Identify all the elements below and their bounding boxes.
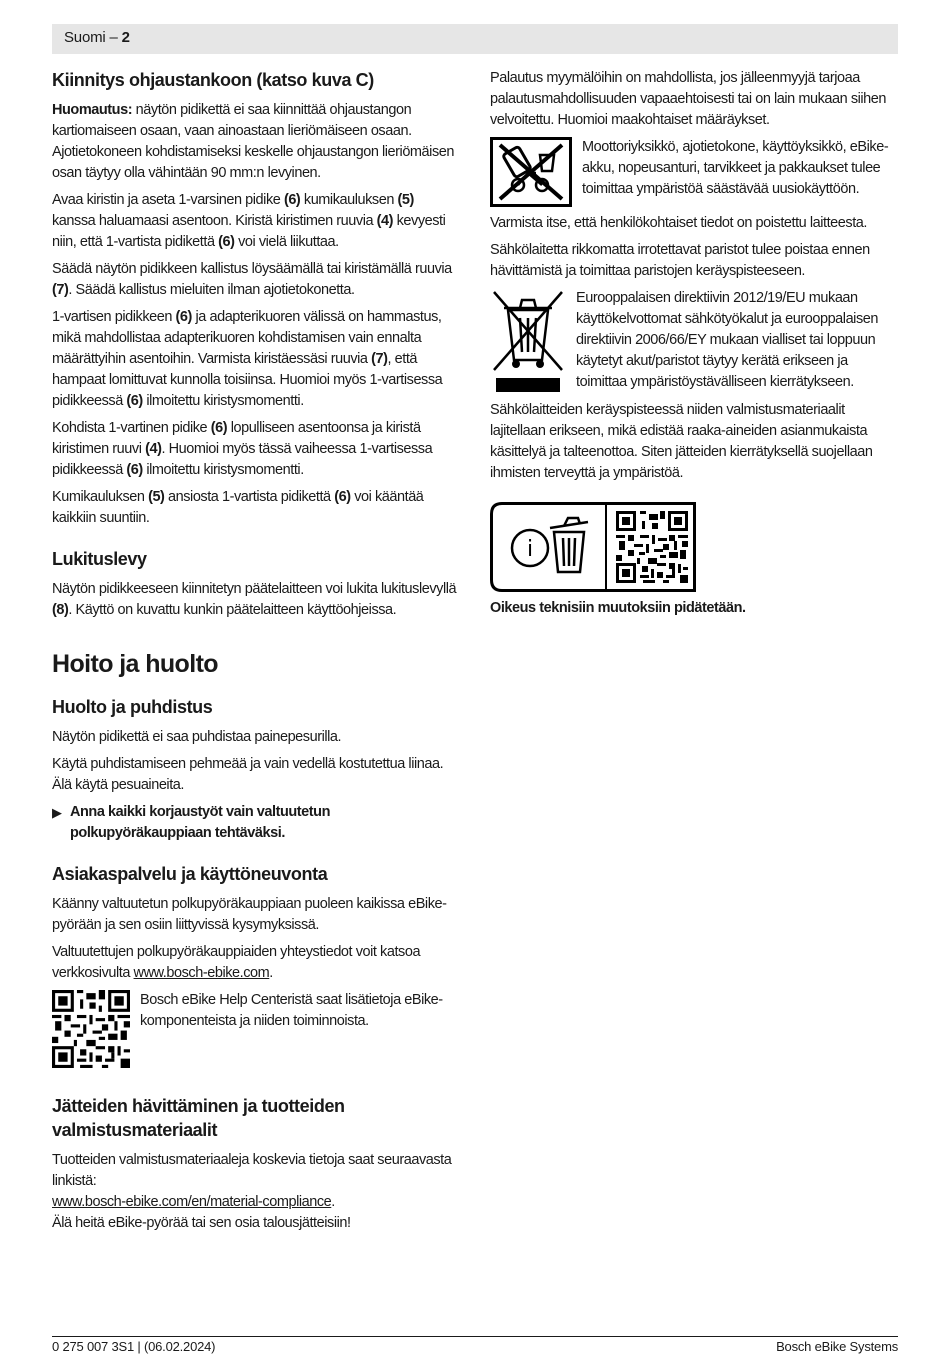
ref-number: (4) bbox=[145, 441, 162, 457]
no-household-waste-icon bbox=[490, 137, 572, 207]
material-compliance-link[interactable]: www.bosch-ebike.com/en/material-compliance bbox=[52, 1194, 332, 1210]
text: ja adapterikuoren välissä on hammastus, mikä mahdollistaa adapterikuoren kohdistamisen vain ennalta määrättyihin asentoihin. Varmista kiristäessäsi ruuvia bbox=[52, 309, 442, 367]
header-language: Suomi – bbox=[64, 29, 118, 46]
note-text: näytön pidikettä ei saa kiinnittää ohjaustangon kartiomaiseen osaan, vaan ainoastaan lieriömäiseen osaan. Ajotietokoneen kohdistamiseksi keskelle ohjaustangon lieriömäisen osan täytyy olla vähintään 90 mm:n levyinen. bbox=[52, 102, 454, 181]
svg-text:i: i bbox=[526, 537, 534, 562]
note-paragraph bbox=[52, 100, 460, 184]
paragraph-collection-points: Sähkölaitteiden keräyspisteessä niiden valmistusmateriaalit lajitellaan erikseen, mikä edistää raaka-aineiden asianmukaista käsittelyä ja talteenottoa. Siten jätteiden kierrätyksellä suojellaan ihmisten terveyttä ja ympäristöä. bbox=[490, 402, 873, 481]
text: . Huomioi myös tässä vaiheessa 1-vartisessa pidikkeessä bbox=[52, 441, 433, 478]
bosch-ebike-link[interactable]: www.bosch-ebike.com bbox=[133, 965, 270, 981]
text: Valtuutettujen polkupyöräkauppiaiden yhteystiedot voit katsoa verkkosivulta bbox=[52, 944, 421, 981]
text: , että hampaat lomittuvat kunnolla toisiinsa. Huomioi myös 1-vartisessa pidikkeessä bbox=[52, 351, 443, 409]
right-column bbox=[490, 68, 898, 625]
info-bin-icon bbox=[490, 502, 696, 592]
page-number: 2 bbox=[121, 29, 130, 46]
paragraph-open-clamp bbox=[52, 190, 460, 253]
paragraph-directive: Eurooppalaisen direktiivin 2012/19/EU mukaan käyttökelvottomat sähkötyökalut ja eurooppalaisen direktiivin 2006/66/EY mukaan vialliset tai loppuun käytetyt akut/paristot täytyy kerätä erikseen ja toimittaa ympäristöystävälliseen kierrätykseen. bbox=[576, 290, 878, 390]
recycle-block bbox=[490, 137, 898, 207]
ref-number: (7) bbox=[371, 351, 388, 367]
crossed-bin-icon bbox=[490, 288, 566, 394]
paragraph-lock-plate bbox=[52, 579, 460, 621]
text: 1-vartisen pidikkeen bbox=[52, 309, 176, 325]
paragraph-service-1: Käänny valtuutetun polkupyöräkauppiaan puoleen kaikissa eBike-pyörään ja sen osiin liittyvissä kysymyksissä. bbox=[52, 896, 447, 933]
weee-block bbox=[490, 288, 898, 394]
section-title-mounting: Kiinnitys ohjaustankoon (katso kuva C) bbox=[52, 70, 374, 90]
paragraph-disposal-1 bbox=[52, 1150, 460, 1234]
text: . Käyttö on kuvattu kunkin päätelaitteen käyttöohjeissa. bbox=[68, 602, 397, 618]
text: Säädä näytön pidikkeen kallistus löysäämällä tai kiristämällä ruuvia bbox=[52, 261, 452, 277]
disclaimer: Oikeus teknisiin muutoksiin pidätetään. bbox=[490, 600, 746, 616]
ref-number: (6) bbox=[334, 489, 351, 505]
ref-number: (6) bbox=[126, 393, 143, 409]
text: kevyesti niin, että 1-vartista pidikettä bbox=[52, 213, 446, 250]
bullet-repairs bbox=[52, 802, 460, 844]
paragraph-teeth bbox=[52, 307, 460, 412]
footer-company: Bosch eBike Systems bbox=[776, 1339, 898, 1354]
text: Kumikauluksen bbox=[52, 489, 149, 505]
text: kumikauluksen bbox=[300, 192, 398, 208]
footer-doc-id: 0 275 007 3S1 | (06.02.2024) bbox=[52, 1339, 216, 1354]
ref-number: (8) bbox=[52, 602, 69, 618]
paragraph-return: Palautus myymälöihin on mahdollista, jos jälleenmyyjä tarjoaa palautusmahdollisuuden vapaaehtoisesti tai on lain mukaan siihen velvoitettu. Huomioi maakohtaiset määräykset. bbox=[490, 70, 887, 128]
page-header bbox=[52, 24, 898, 54]
text: lopulliseen asentoonsa ja kiristä kiristimen ruuvi bbox=[52, 420, 421, 457]
paragraph-rubber-collar bbox=[52, 487, 460, 529]
text: voi kääntää kaikkiin suuntiin. bbox=[52, 489, 424, 526]
text: kanssa haluamaasi asentoon. Kiristä kiristimen ruuvia bbox=[52, 213, 377, 229]
section-title-lock-plate: Lukituslevy bbox=[52, 549, 147, 569]
text: voi vielä liikuttaa. bbox=[234, 234, 339, 250]
bullet-text: Anna kaikki korjaustyöt vain valtuutetun polkupyöräkauppiaan tehtäväksi. bbox=[70, 804, 330, 841]
text: Näytön pidikkeeseen kiinnitetyn päätelaitteen voi lukita lukituslevyllä bbox=[52, 581, 457, 597]
paragraph-cleaning-2: Käytä puhdistamiseen pehmeää ja vain vedellä kostutettua liinaa. Älä käytä pesuaineita. bbox=[52, 756, 444, 793]
triangle-bullet-icon: ▶ bbox=[52, 805, 62, 820]
ref-number: (6) bbox=[283, 192, 301, 208]
text: Tuotteiden valmistusmateriaaleja koskevia tietoja saat seuraavasta linkistä: bbox=[52, 1152, 452, 1189]
text: Älä heitä eBike-pyörää tai sen osia talousjätteisiin! bbox=[52, 1215, 351, 1231]
note-label: Huomautus: bbox=[52, 102, 133, 118]
text: . Säädä kallistus mieluiten ilman ajotietokonetta. bbox=[68, 282, 355, 298]
text: ansiosta 1-vartista pidikettä bbox=[164, 489, 335, 505]
text: . bbox=[331, 1194, 335, 1210]
footer-divider bbox=[52, 1336, 898, 1337]
ref-number: (6) bbox=[218, 234, 235, 250]
header-text bbox=[64, 29, 130, 46]
ref-number: (6) bbox=[126, 462, 143, 478]
help-center-block bbox=[52, 990, 460, 1068]
left-column bbox=[52, 68, 460, 1240]
paragraph-personal-data: Varmista itse, että henkilökohtaiset tiedot on poistettu laitteesta. bbox=[490, 215, 867, 231]
text: ilmoitettu kiristysmomentti. bbox=[142, 462, 304, 478]
paragraph-recycle: Moottoriyksikkö, ajotietokone, käyttöyksikkö, eBike-akku, nopeusanturi, tarvikkeet ja pakkaukset tulee toimittaa ympäristöä säästävää uusiokäyttöön. bbox=[582, 139, 889, 197]
paragraph-service-2 bbox=[52, 942, 460, 984]
qr-code-icon[interactable] bbox=[52, 990, 130, 1068]
paragraph-align bbox=[52, 418, 460, 481]
chapter-title: Hoito ja huolto bbox=[52, 650, 218, 678]
ref-number: (7) bbox=[52, 282, 69, 298]
ref-number: (5) bbox=[148, 489, 165, 505]
paragraph-tilt bbox=[52, 259, 460, 301]
text: . bbox=[269, 965, 273, 981]
section-title-disposal: Jätteiden hävittäminen ja tuotteiden valmistusmateriaalit bbox=[52, 1096, 345, 1140]
section-title-cleaning: Huolto ja puhdistus bbox=[52, 697, 213, 717]
help-center-text: Bosch eBike Help Centeristä saat lisätietoja eBike-komponenteista ja niiden toiminnoista. bbox=[140, 992, 443, 1029]
text: Kohdista 1-vartinen pidike bbox=[52, 420, 211, 436]
ref-number: (6) bbox=[175, 309, 192, 325]
ref-number: (6) bbox=[210, 420, 228, 436]
paragraph-cleaning-1: Näytön pidikettä ei saa puhdistaa painepesurilla. bbox=[52, 729, 342, 745]
text: ilmoitettu kiristysmomentti. bbox=[142, 393, 304, 409]
ref-number: (5) bbox=[397, 192, 414, 208]
paragraph-batteries: Sähkölaitetta rikkomatta irrotettavat paristot tulee poistaa ennen hävittämistä ja toimittaa paristojen keräyspisteeseen. bbox=[490, 242, 870, 279]
ref-number: (4) bbox=[376, 213, 394, 229]
section-title-service: Asiakaspalvelu ja käyttöneuvonta bbox=[52, 864, 328, 884]
text: Avaa kiristin ja aseta 1-varsinen pidike bbox=[52, 192, 284, 208]
